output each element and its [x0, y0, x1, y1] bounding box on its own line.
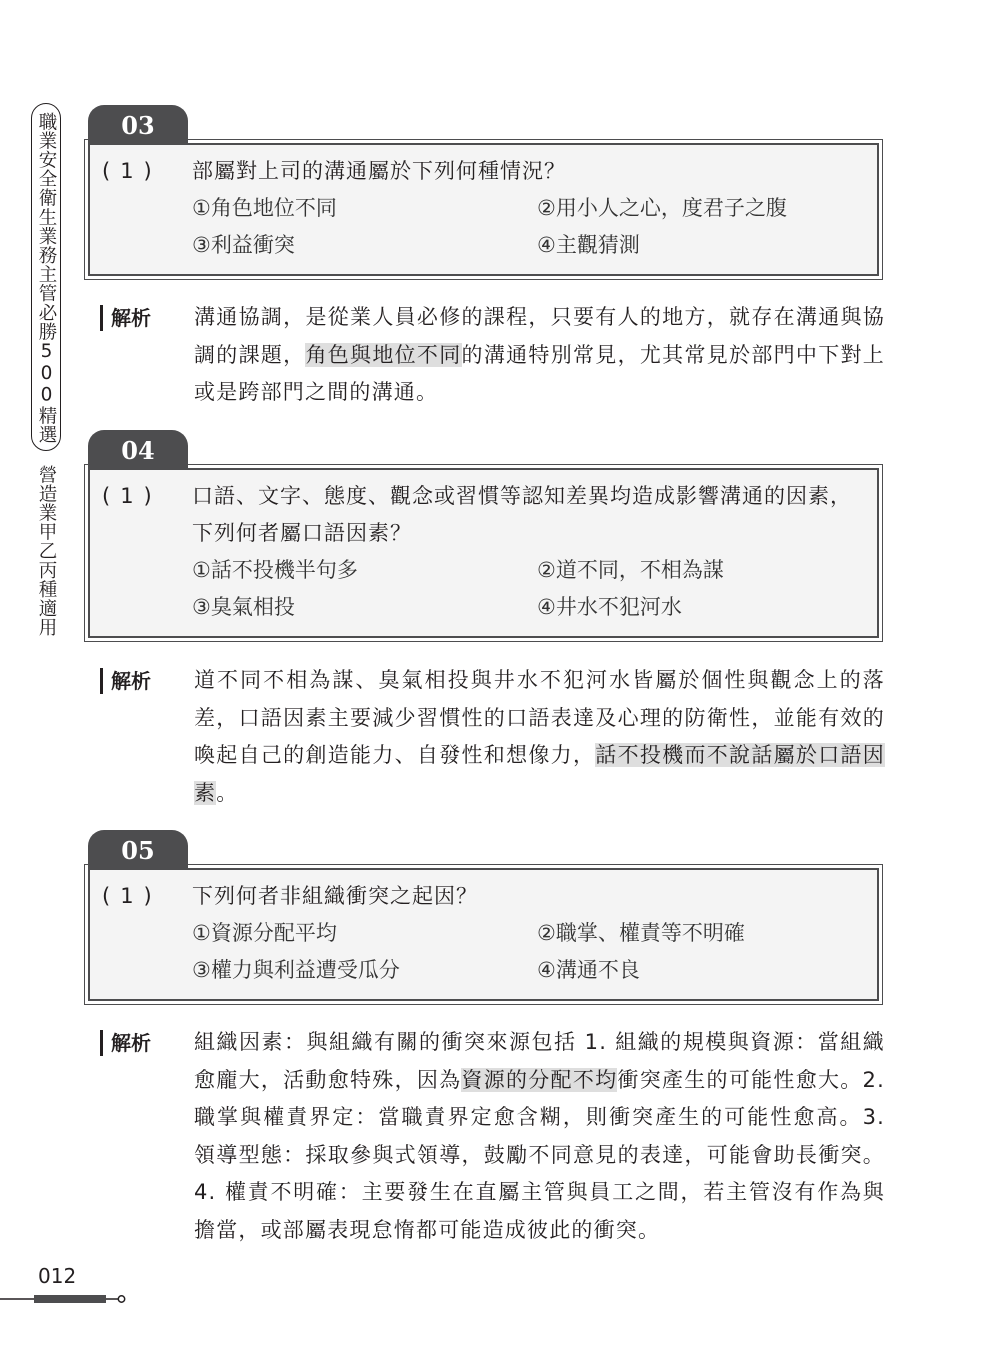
book-subtitle: 營造業甲乙丙種適用 [36, 465, 57, 638]
question-03 [88, 105, 883, 276]
question-stem: 下列何者非組織衝突之起因？ [192, 884, 478, 908]
explanation-04 [100, 662, 885, 812]
question-box [88, 143, 879, 276]
explanation-label: 解析 [100, 305, 194, 331]
option-4: ④溝通不良 [537, 958, 640, 982]
explanation-label: 解析 [100, 1030, 194, 1056]
explanation-label: 解析 [100, 668, 194, 694]
option-3: ③臭氣相投 [192, 595, 295, 619]
option-2: ②用小人之心，度君子之腹 [537, 196, 787, 220]
answer-key: (1) [102, 159, 162, 183]
highlighted-phrase: 話不投機而不說話屬於口語因素 [194, 743, 885, 805]
answer-key: (1) [102, 884, 162, 908]
explanation-text-part: 組織因素：與組織有關的衝突來源包括 1. 組織的規模與資源：當組織愈龐大，活動愈特殊，因為 [194, 1030, 885, 1092]
page-number: 012 [38, 1264, 77, 1288]
book-title: 職業安全衛生業務主管必勝500精選 [36, 112, 57, 445]
question-04 [88, 430, 883, 638]
option-1: ①角色地位不同 [192, 196, 337, 220]
book-title-pill [31, 103, 61, 451]
explanation-text [194, 1024, 885, 1249]
question-05 [88, 830, 883, 1001]
explanation-text-part: 溝通協調，是從業人員必修的課程，只要有人的地方，就存在溝通與協調的課題， [194, 305, 885, 367]
option-3: ③權力與利益遭受瓜分 [192, 958, 400, 982]
answer-key: (1) [102, 484, 162, 508]
option-2: ②道不同，不相為謀 [537, 558, 724, 582]
option-1: ①資源分配平均 [192, 921, 337, 945]
options [192, 552, 865, 626]
options [192, 190, 865, 264]
explanation-text-part: 。 [216, 780, 239, 805]
question-stem: 部屬對上司的溝通屬於下列何種情況？ [192, 159, 566, 183]
explanation-05 [100, 1024, 885, 1249]
question-stem: 口語、文字、態度、觀念或習慣等認知差異均造成影響溝通的因素，下列何者屬口語因素？ [192, 484, 852, 545]
explanation-text-part: 道不同不相為謀、臭氣相投與井水不犯河水皆屬於個性與觀念上的落差，口語因素主要減少習慣性的口語表達及心理的防衛性，並能有效的喚起自己的創造能力、自發性和想像力， [194, 668, 885, 767]
option-4: ④井水不犯河水 [537, 595, 682, 619]
highlighted-phrase: 資源的分配不均 [461, 1067, 618, 1092]
question-box [88, 868, 879, 1001]
explanation-text [194, 662, 885, 812]
option-4: ④主觀猜測 [537, 233, 640, 257]
highlighted-phrase: 角色與地位不同 [305, 342, 462, 367]
side-title [31, 103, 61, 637]
question-number: 04 [88, 430, 188, 468]
option-2: ②職掌、權責等不明確 [537, 921, 745, 945]
question-box [88, 468, 879, 638]
options [192, 915, 865, 989]
question-number: 03 [88, 105, 188, 143]
option-1: ①話不投機半句多 [192, 558, 358, 582]
question-number: 05 [88, 830, 188, 868]
option-3: ③利益衝突 [192, 233, 295, 257]
explanation-text-part: 衝突產生的可能性愈大。2. 職掌與權責界定：當職責界定愈含糊，則衝突產生的可能性愈高。3. 領導型態：採取參與式領導，鼓勵不同意見的表達，可能會助長衝突。4. 權責不明確：主要發生在直屬主管與員工之間，若主管沒有作為與擔當，或部屬表現怠惰都可能造成彼此的衝突。 [194, 1067, 885, 1242]
explanation-03 [100, 299, 885, 412]
explanation-text [194, 299, 885, 412]
explanation-text-part: 的溝通特別常見，尤其常見於部門中下對上或是跨部門之間的溝通。 [194, 342, 885, 404]
footer-line-decoration [0, 1293, 130, 1305]
